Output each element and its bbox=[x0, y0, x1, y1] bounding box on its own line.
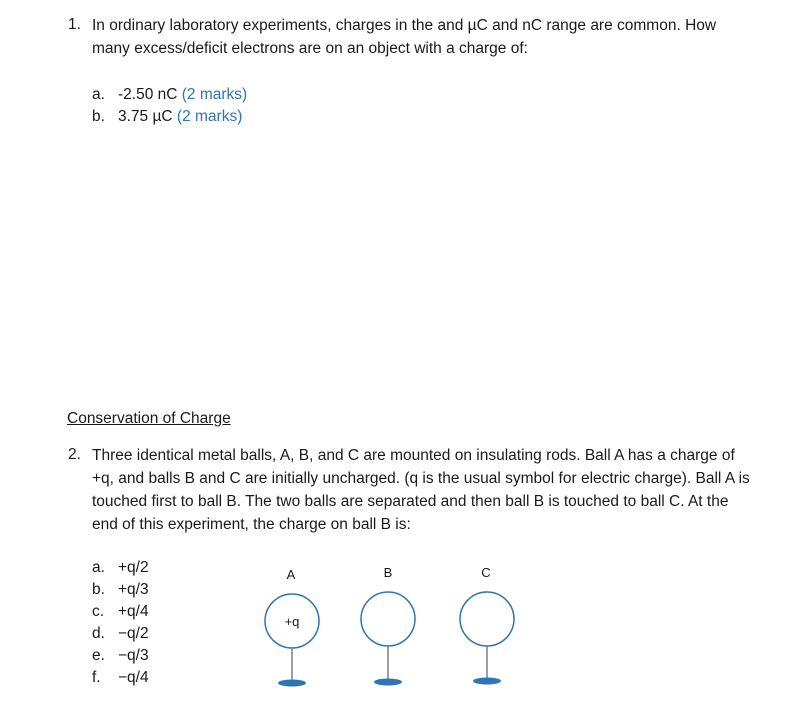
ball-b bbox=[361, 565, 415, 686]
option-text: +q/2 bbox=[118, 559, 149, 576]
question-1-line-1: In ordinary laboratory experiments, charges in the and µC and nC range are common. How bbox=[92, 17, 717, 34]
option-text: −q/3 bbox=[118, 647, 149, 664]
ball-a bbox=[265, 567, 319, 687]
question-1-number: 1. bbox=[68, 16, 81, 33]
option-text: −q/4 bbox=[118, 669, 149, 686]
option-label: c. bbox=[92, 603, 105, 620]
section-heading: Conservation of Charge bbox=[67, 410, 231, 427]
ball-charge: +q bbox=[284, 614, 300, 629]
option-label: a. bbox=[92, 559, 105, 576]
option-label: e. bbox=[92, 647, 105, 664]
option-text: +q/4 bbox=[118, 603, 149, 620]
part-text: -2.50 nC bbox=[118, 86, 178, 103]
rod-base bbox=[278, 680, 306, 687]
ball-circle bbox=[361, 592, 415, 646]
question-2-line-1: Three identical metal balls, A, B, and C are mounted on insulating rods. Ball A has a charge of bbox=[92, 447, 735, 464]
rod-base bbox=[473, 678, 501, 685]
option-label: d. bbox=[92, 625, 105, 642]
part-label: b. bbox=[92, 108, 105, 125]
option-label: b. bbox=[92, 581, 105, 598]
option-label: f. bbox=[92, 669, 101, 686]
question-2-number: 2. bbox=[68, 446, 81, 463]
marks-label: (2 marks) bbox=[176, 108, 243, 125]
rod-base bbox=[374, 679, 402, 686]
ball-label: B bbox=[383, 565, 393, 580]
marks-label: (2 marks) bbox=[181, 86, 248, 103]
question-2-line-4: end of this experiment, the charge on ball B is: bbox=[92, 516, 411, 533]
ball-label: C bbox=[481, 565, 491, 580]
part-label: a. bbox=[92, 86, 105, 103]
ball-label: A bbox=[286, 567, 296, 582]
question-1-line-2: many excess/deficit electrons are on an object with a charge of: bbox=[92, 40, 528, 57]
part-text: 3.75 µC bbox=[118, 108, 173, 125]
ball-c bbox=[460, 565, 514, 685]
question-2-line-3: touched first to ball B. The two balls are separated and then ball B is touched to ball C. At the bbox=[92, 493, 729, 510]
option-text: +q/3 bbox=[118, 581, 149, 598]
option-text: −q/2 bbox=[118, 625, 149, 642]
question-2-line-2: +q, and balls B and C are initially uncharged. (q is the usual symbol for electric charge). Ball A is bbox=[92, 470, 750, 487]
ball-circle bbox=[460, 592, 514, 646]
